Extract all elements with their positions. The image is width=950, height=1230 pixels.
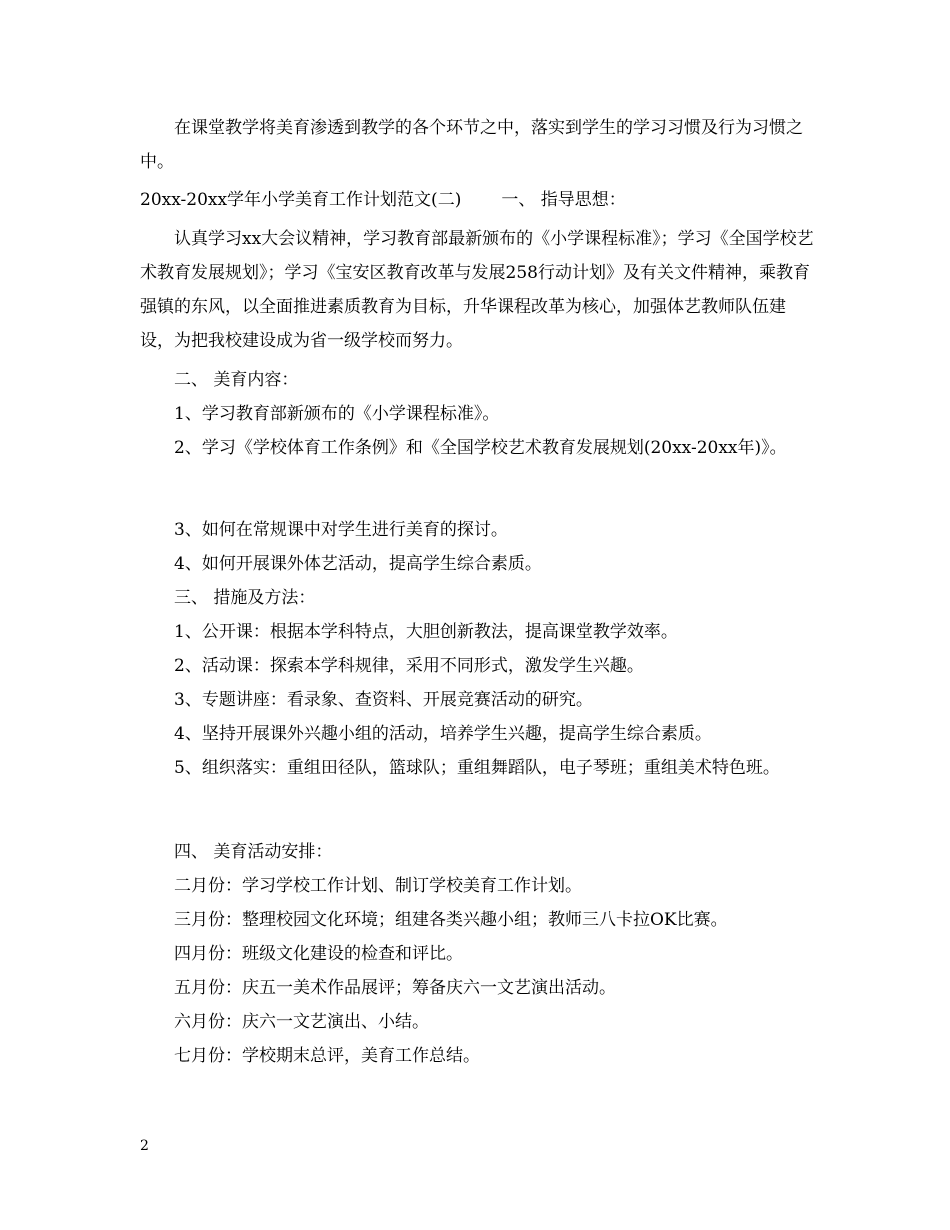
content-item-2: 2、学习《学校体育工作条例》和《全国学校艺术教育发展规划(20xx-20xx年)》。 [174, 438, 787, 458]
paragraph-guiding-thought: 认真学习xx大会议精神，学习教育部最新颁布的《小学课程标准》；学习《全国学校艺术教育发展规划》；学习《宝安区教育改革与发展258行动计划》及有关文件精神，乘教育强镇的东风，以全面推进素质教育为目标，升华课程改革为核心，加强体艺教师队伍建设，为把我校建设成为省一级学校而努力。 [140, 229, 814, 351]
content-item-1: 1、学习教育部新颁布的《小学课程标准》。 [174, 404, 500, 424]
method-item-2: 2、活动课：探索本学科规律，采用不同形式，激发学生兴趣。 [174, 656, 644, 676]
section-heading-1: 一、 指导思想： [501, 190, 626, 210]
schedule-july: 七月份：学校期末总评，美育工作总结。 [174, 1046, 480, 1066]
section-heading-2: 二、 美育内容： [174, 370, 299, 390]
schedule-may: 五月份：庆五一美术作品展评；筹备庆六一文艺演出活动。 [174, 978, 616, 998]
content-item-4: 4、如何开展课外体艺活动，提高学生综合素质。 [174, 554, 542, 574]
schedule-june: 六月份：庆六一文艺演出、小结。 [174, 1012, 429, 1032]
schedule-february: 二月份：学习学校工作计划、制订学校美育工作计划。 [174, 876, 582, 896]
schedule-march: 三月份：整理校园文化环境；组建各类兴趣小组；教师三八卡拉OK比赛。 [174, 910, 728, 930]
method-item-5: 5、组织落实：重组田径队，篮球队；重组舞蹈队，电子琴班；重组美术特色班。 [174, 758, 780, 778]
page-number: 2 [140, 1138, 149, 1154]
document-title: 20xx-20xx学年小学美育工作计划范文(二) [140, 190, 462, 210]
document-title-line [140, 188, 626, 212]
schedule-april: 四月份：班级文化建设的检查和评比。 [174, 944, 463, 964]
paragraph-intro: 在课堂教学将美育渗透到教学的各个环节之中，落实到学生的学习习惯及行为习惯之中。 [140, 118, 803, 172]
content-item-3: 3、如何在常规课中对学生进行美育的探讨。 [174, 520, 508, 540]
section-heading-4: 四、 美育活动安排： [174, 842, 333, 862]
method-item-1: 1、公开课：根据本学科特点，大胆创新教法，提高课堂教学效率。 [174, 622, 678, 642]
method-item-3: 3、专题讲座：看录象、查资料、开展竞赛活动的研究。 [174, 690, 593, 710]
section-heading-3: 三、 措施及方法： [174, 588, 316, 608]
method-item-4: 4、坚持开展课外兴趣小组的活动，培养学生兴趣，提高学生综合素质。 [174, 724, 712, 744]
